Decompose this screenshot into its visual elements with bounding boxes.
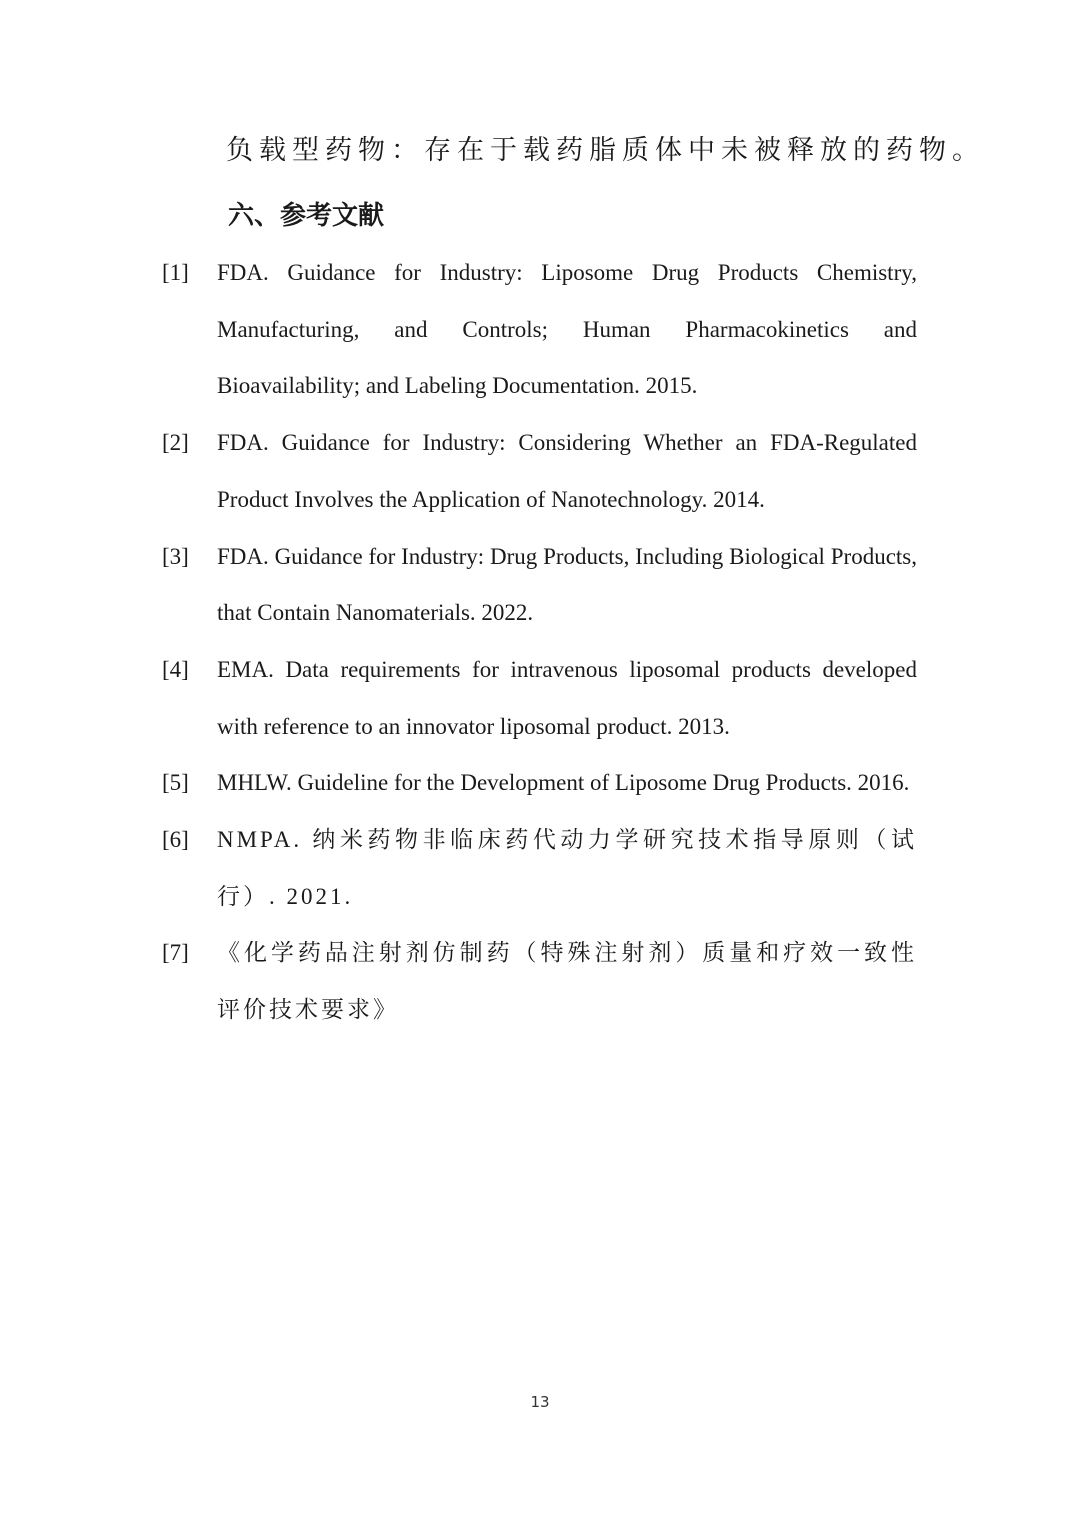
reference-item xyxy=(162,755,922,812)
reference-item xyxy=(162,925,922,1038)
reference-item xyxy=(162,529,922,642)
reference-number: [2] xyxy=(162,430,189,456)
reference-text: EMA. Data requirements for intravenous liposomal products developed with reference to an innovator liposomal product. 2013. xyxy=(217,656,917,739)
reference-text: FDA. Guidance for Industry: Considering Whether an FDA-Regulated Product Involves the Application of Nanotechnology. 2014. xyxy=(217,430,917,512)
reference-item xyxy=(162,812,922,925)
reference-number: [6] xyxy=(162,827,189,853)
reference-text: FDA. Guidance for Industry: Drug Products, Including Biological Products, that Contain Nanomaterials. 2022. xyxy=(217,543,917,626)
reference-number: [3] xyxy=(162,543,189,569)
reference-item xyxy=(162,245,922,415)
reference-text: NMPA. 纳米药物非临床药代动力学研究技术指导原则（试行）. 2021. xyxy=(217,827,917,909)
reference-number: [4] xyxy=(162,656,189,682)
reference-number: [7] xyxy=(162,940,189,966)
reference-number: [1] xyxy=(162,260,189,285)
reference-item xyxy=(162,642,922,755)
definition-text: 负载型药物：存在于载药脂质体中未被释放的药物。 xyxy=(226,135,985,166)
reference-text: 《化学药品注射剂仿制药（特殊注射剂）质量和疗效一致性评价技术要求》 xyxy=(217,940,917,1023)
reference-list xyxy=(162,245,922,1039)
reference-text: MHLW. Guideline for the Development of Liposome Drug Products. 2016. xyxy=(217,770,910,796)
page-number: 13 xyxy=(530,1393,550,1411)
reference-number: [5] xyxy=(162,770,189,796)
reference-item xyxy=(162,415,922,528)
reference-text: FDA. Guidance for Industry: Liposome Drug Products Chemistry, Manufacturing, and Controls; Human Pharmacokinetics and Bioavailability; and Labeling Documentation. 2015. xyxy=(217,260,917,399)
section-heading: 六、参考文献 xyxy=(228,201,385,231)
